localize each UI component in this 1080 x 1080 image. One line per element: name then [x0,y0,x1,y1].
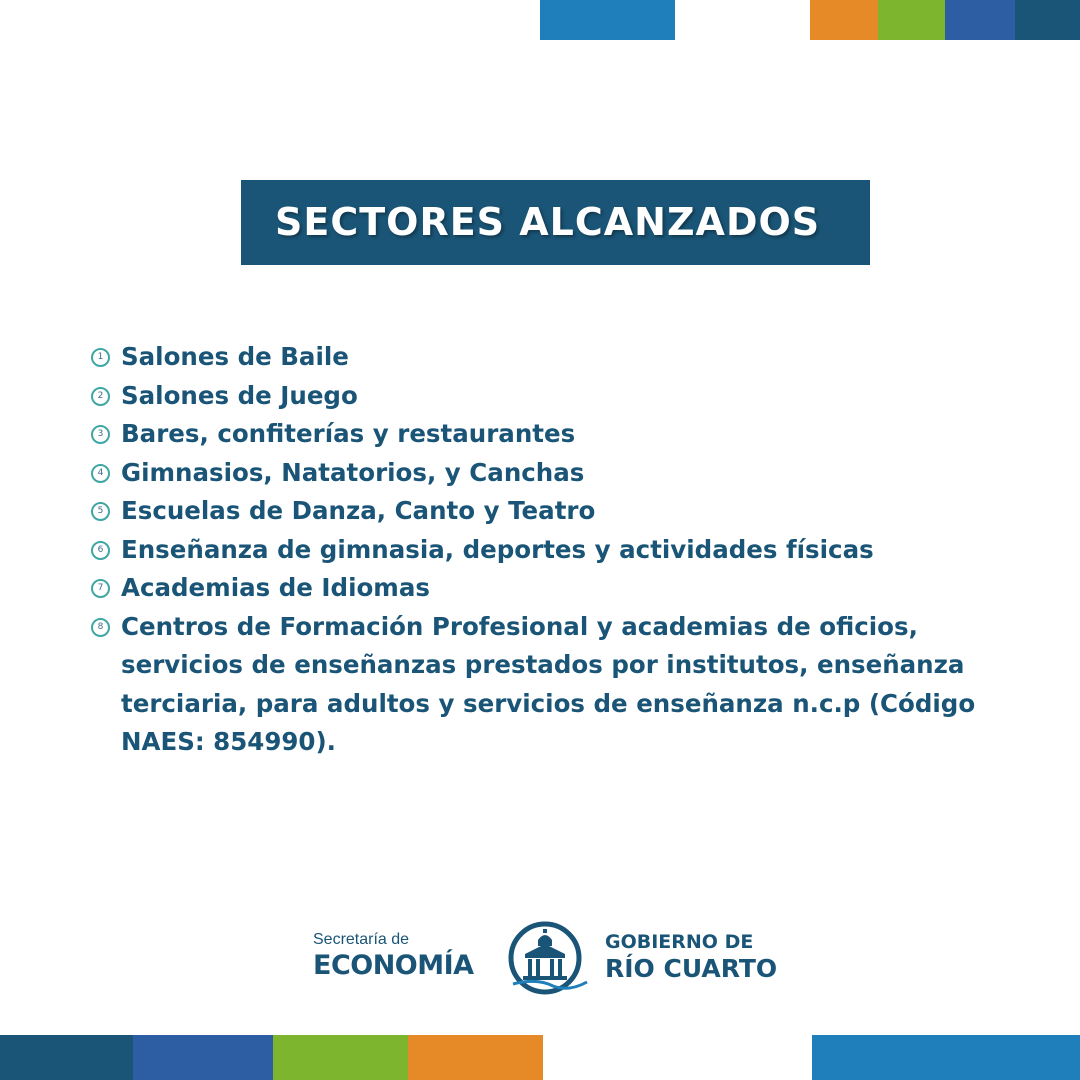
sectors-list [88,338,1048,762]
economia-label: ECONOMÍA [313,950,474,981]
list-item [88,569,1048,608]
number-badge: 6 [91,541,110,560]
secretaria-label: Secretaría de [313,931,410,948]
secretaria-economia-brand [313,930,474,982]
list-item [88,531,1048,570]
rio-cuarto-label: RÍO CUARTO [605,954,778,983]
top-bar-dark-blue [1015,0,1080,40]
municipal-building-icon [507,920,589,996]
top-bar-light-blue [540,0,675,40]
bottom-bar-dark-blue [0,1035,133,1080]
number-badge: 8 [91,618,110,637]
list-item-text: Salones de Baile [121,342,349,371]
list-item [88,608,1048,762]
list-item-text: Bares, confiterías y restaurantes [121,419,576,448]
top-bar-medium-blue [945,0,1015,40]
top-bar-green [878,0,945,40]
title-banner [241,180,870,265]
number-badge: 2 [91,387,110,406]
bottom-bar-orange [408,1035,543,1080]
list-item [88,454,1048,493]
list-item-text: Escuelas de Danza, Canto y Teatro [121,496,596,525]
list-item [88,377,1048,416]
gobierno-label: GOBIERNO DE [605,931,754,953]
gobierno-rio-cuarto-brand [605,930,777,984]
number-badge: 4 [91,464,110,483]
list-item-text: Centros de Formación Profesional y academias de oficios, servicios de enseñanzas prestados por institutos, enseñanza terciaria, para adultos y servicios de enseñanza n.c.p (Código NAES: 854990). [121,611,976,756]
list-item-text: Gimnasios, Natatorios, y Canchas [121,457,585,487]
number-badge: 7 [91,579,110,598]
list-item [88,415,1048,454]
number-badge: 1 [91,348,110,367]
list-item-text: Enseñanza de gimnasia, deportes y actividades físicas [121,534,874,564]
list-item-text: Academias de Idiomas [121,573,430,602]
list-item-text: Salones de Juego [121,380,358,410]
top-bar-orange [810,0,878,40]
bottom-bar-medium-blue [133,1035,273,1080]
list-item [88,492,1048,531]
list-item [88,338,1048,377]
page-title: SECTORES ALCANZADOS [275,200,821,244]
number-badge: 3 [91,425,110,444]
bottom-bar-light-blue [812,1035,1080,1080]
number-badge: 5 [91,502,110,521]
bottom-bar-green [273,1035,408,1080]
